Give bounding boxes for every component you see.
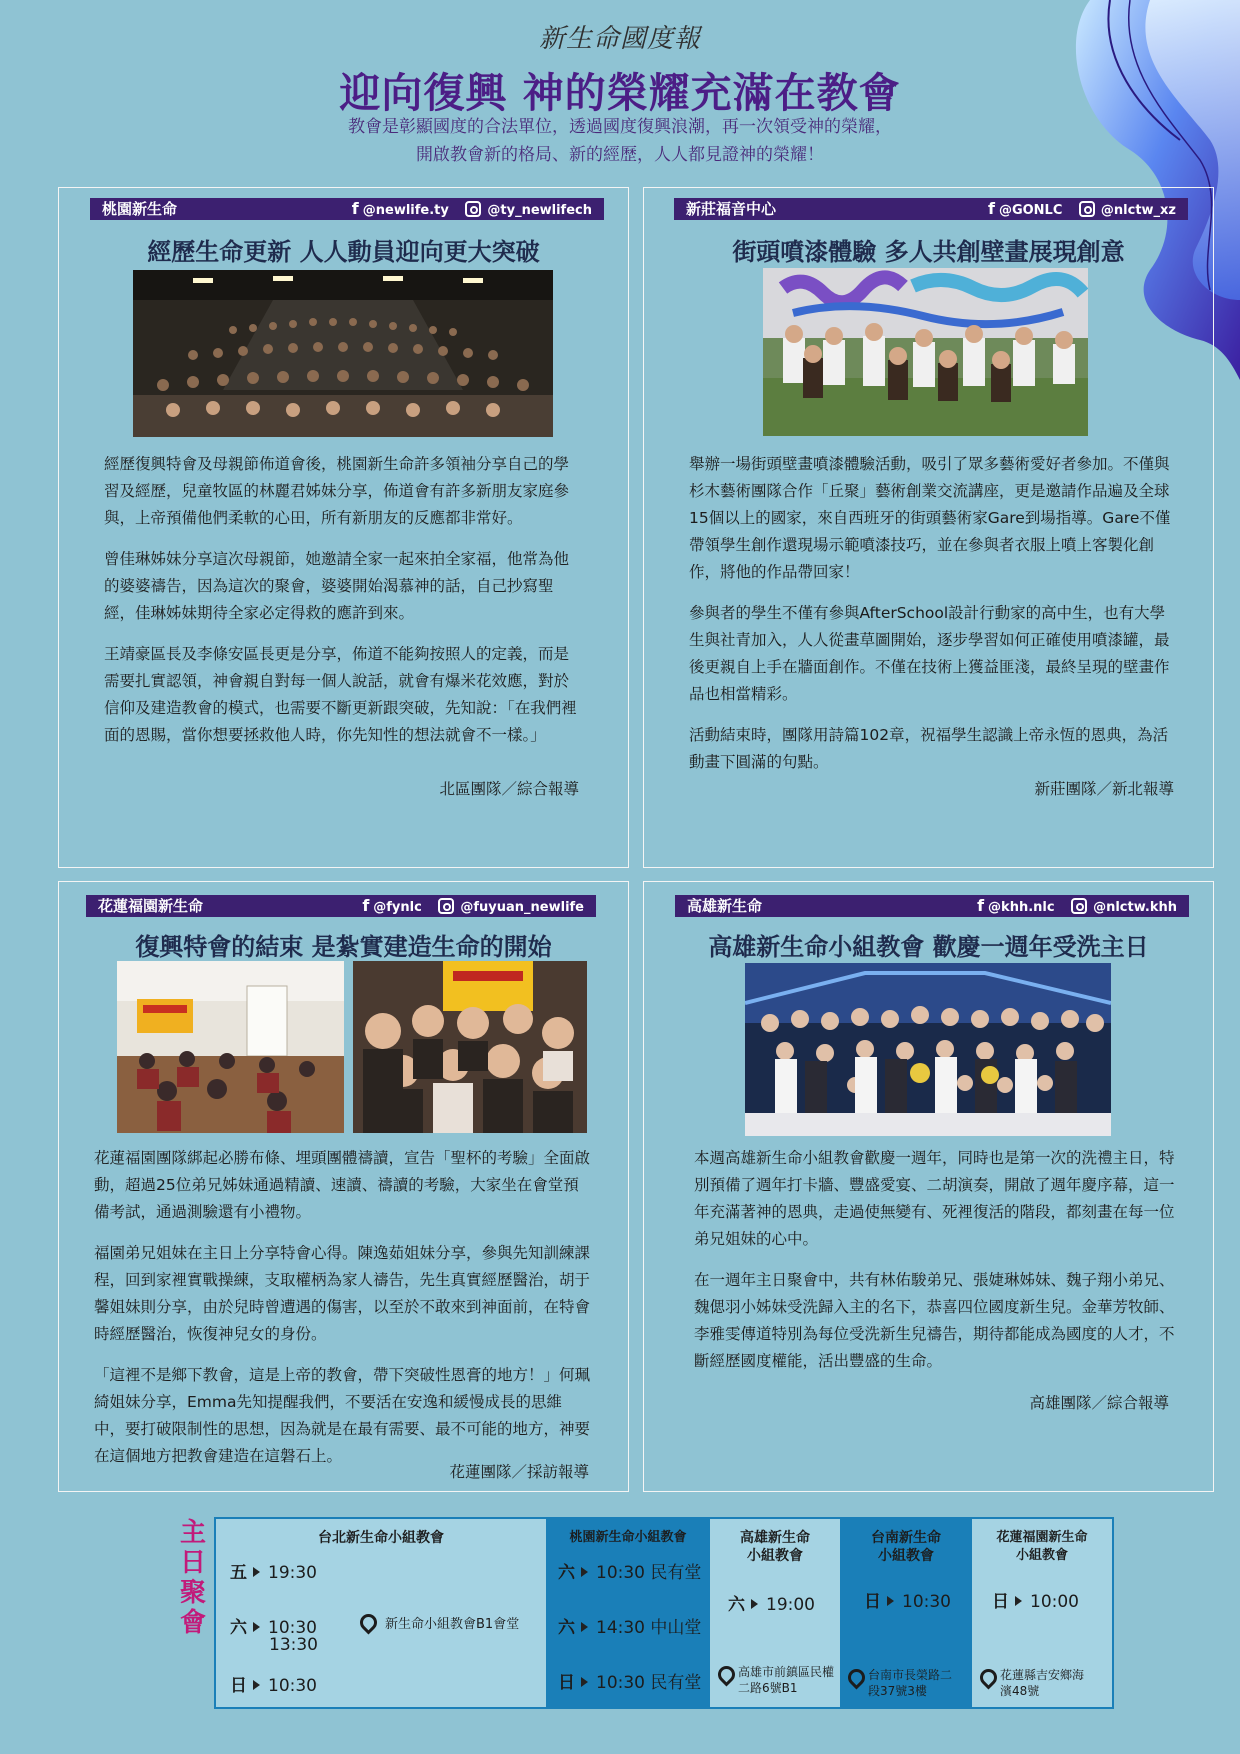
page-headline: 迎向復興 神的榮耀充滿在教會: [339, 69, 901, 117]
article-title: 街頭噴漆體驗 多人共創壁畫展現創意: [732, 238, 1125, 266]
triangle-icon: [253, 1567, 260, 1577]
schedule-row: 六 10:30 民有堂: [558, 1563, 702, 1583]
schedule-row: 六 14:30 中山堂: [558, 1618, 702, 1638]
schedule-taoyuan: [546, 1519, 710, 1707]
schedule-address: 台南市長榮路二 段37號3樓: [868, 1668, 953, 1698]
triangle-icon: [751, 1599, 758, 1609]
church-name: 高雄新生命: [687, 897, 763, 915]
schedule-church-name: 台北新生命小組教會: [318, 1530, 444, 1546]
social-handles: [977, 895, 1177, 919]
facebook-icon: f: [351, 199, 359, 218]
article-credit: 花蓮團隊／採訪報導: [449, 1463, 589, 1481]
church-bar: [675, 895, 1189, 917]
schedule-location: 新生命小組教會B1會堂: [360, 1613, 519, 1632]
schedule-church-name: 桃園新生命小組教會: [569, 1530, 687, 1545]
paragraph: 福園弟兄姐妹在主日上分享特會心得。陳逸茹姐妹分享，參與先知訓練課程，回到家裡實戰操練，支取權柄為家人禱告，先生真實經歷醫治，胡于馨姐妹則分享，由於兒時曾遭遇的傷害，以至於不敢來到神面前，在特會時經歷醫治，恢復神兒女的身份。: [94, 1244, 591, 1343]
facebook-handle: @khh.nlc: [988, 900, 1055, 915]
location-pin-icon: [356, 1610, 380, 1634]
triangle-icon: [253, 1680, 260, 1690]
schedule-church-name: 台南新生命 小組教會: [871, 1530, 941, 1564]
paragraph: 在一週年主日聚會中，共有林佑駿弟兄、張婕琳姊妹、魏子翔小弟兄、魏偲羽小姊妹受洗歸入主的名下，恭喜四位國度新生兒。金華芳牧師、李雅雯傳道特別為每位受洗新生兒禱告，期待都能成為國度的人才，不斷經歷國度權能，活出豐盛的生命。: [694, 1271, 1175, 1370]
location-pin-icon: [714, 1662, 738, 1686]
triangle-icon: [1015, 1596, 1022, 1606]
church-bar: [90, 198, 604, 220]
instagram-handle: @nlctw.khh: [1093, 900, 1177, 915]
paragraph: 花蓮福園團隊綁起必勝布條、埋頭團體禱讀，宣告「聖杯的考驗」全面啟動，超過25位弟兄姊妹通過精讀、速讀、禱讀的考驗，大家坐在會堂預備考試，通過測驗還有小禮物。: [94, 1149, 591, 1221]
instagram-handle: @nlctw_xz: [1100, 203, 1176, 218]
schedule-row: 五 19:30: [230, 1563, 317, 1583]
paragraph: 舉辦一場街頭壁畫噴漆體驗活動，吸引了眾多藝術愛好者參加。不僅與杉木藝術團隊合作「丘聚」藝術創業交流講座，更是邀請作品遍及全球15個以上的國家，來自西班牙的街頭藝術家Gare到場指導。Gare不僅帶領學生創作還現場示範噴漆技巧，並在參與者衣服上噴上客製化創作，將他的作品帶回家！: [689, 455, 1171, 581]
article-body: [94, 1145, 590, 1484]
social-handles: [988, 198, 1176, 222]
triangle-icon: [581, 1677, 588, 1687]
paragraph: 「這裡不是鄉下教會，這是上帝的教會，帶下突破性恩膏的地方！」何珮綺姐妹分享，Emma先知提醒我們，不要活在安逸和緩慢成長的思維中，要打破限制性的思想，因為就是在最有需要、最不可能的地方，神要在這個地方把教會建造在這磐石上。: [94, 1366, 591, 1465]
schedule-row: 日 10:30: [230, 1676, 317, 1696]
intro-line-1: 教會是彰顯國度的合法單位，透過國度復興浪潮，再一次領受神的榮耀，: [348, 117, 892, 137]
photo-baptism-group: [745, 963, 1111, 1136]
article-xinzhuang: [643, 187, 1214, 868]
facebook-handle: @newlife.ty: [362, 203, 449, 218]
schedule-label: 主日聚會: [179, 1518, 206, 1638]
article-title: 復興特會的結束 是紮實建造生命的開始: [135, 933, 552, 961]
schedule-row: 日 10:00: [992, 1592, 1079, 1612]
masthead: 新生命國度報: [538, 24, 701, 54]
schedule-row: 六 19:00: [728, 1595, 815, 1615]
article-body: [104, 451, 584, 763]
instagram-icon: [1079, 201, 1095, 217]
paragraph: 曾佳琳姊妹分享這次母親節，她邀請全家一起來拍全家福，他常為他的婆婆禱告，因為這次的聚會，婆婆開始渴慕神的話，自己抄寫聖經，佳琳姊妹期待全家必定得救的應許到來。: [104, 550, 570, 622]
facebook-icon: f: [977, 896, 985, 915]
schedule-church-name: 高雄新生命 小組教會: [740, 1530, 810, 1564]
paragraph: 活動結束時，團隊用詩篇102章，祝福學生認識上帝永恆的恩典，為活動畫下圓滿的句點。: [689, 726, 1169, 771]
church-bar: [674, 198, 1188, 220]
social-handles: [352, 198, 592, 222]
schedule-time-extra: 13:30: [269, 1635, 318, 1655]
instagram-icon: [438, 898, 454, 914]
schedule-row: 六 10:30: [230, 1618, 317, 1638]
paragraph: 本週高雄新生命小組教會歡慶一週年，同時也是第一次的洗禮主日，特別預備了週年打卡牆、豐盛愛宴、二胡演奏，開啟了週年慶序幕，這一年充滿著神的恩典，走過使無變有、死裡復活的階段，都刻畫在每一位弟兄姐妹的心中。: [694, 1149, 1175, 1248]
article-kaohsiung: [643, 881, 1214, 1492]
article-body: [694, 1145, 1178, 1389]
triangle-icon: [581, 1622, 588, 1632]
facebook-handle: @fynlc: [373, 900, 422, 915]
social-handles: [362, 895, 584, 919]
schedule-taipei: [216, 1519, 546, 1707]
triangle-icon: [581, 1567, 588, 1577]
photo-group-selfie: [353, 961, 587, 1133]
church-name: 新莊福音中心: [686, 200, 777, 218]
church-name: 花蓮福園新生命: [98, 897, 204, 915]
instagram-icon: [1071, 898, 1087, 914]
photo-graffiti-mural-group: [763, 268, 1088, 436]
facebook-icon: f: [362, 896, 370, 915]
facebook-handle: @GONLC: [998, 203, 1063, 218]
article-hualien: [58, 881, 629, 1492]
location-pin-icon: [844, 1665, 868, 1689]
schedule-church-name: 花蓮福園新生命 小組教會: [996, 1530, 1088, 1563]
article-credit: 新莊團隊／新北報導: [1034, 780, 1174, 798]
facebook-icon: f: [987, 199, 995, 218]
schedule-address: 高雄市前鎮區民權 二路6號B1: [738, 1665, 835, 1695]
instagram-icon: [465, 201, 481, 217]
schedule-address: 花蓮縣吉安鄉海 濱48號: [1000, 1668, 1085, 1698]
intro-line-2: 開啟教會新的格局、新的經歷，人人都見證神的榮耀！: [416, 145, 824, 165]
service-schedule: [214, 1517, 1114, 1709]
article-credit: 北區團隊／綜合報導: [439, 780, 579, 798]
paragraph: 參與者的學生不僅有參與AfterSchool設計行動家的高中生，也有大學生與社青加入，人人從畫草圖開始，逐步學習如何正確使用噴漆罐，最後更親自上手在牆面創作。不僅在技術上獲益匪淺，最終呈現的壁畫作品也相當精彩。: [689, 604, 1170, 703]
photo-exam-hall: [117, 961, 344, 1133]
paragraph: 王靖豪區長及李條安區長更是分享，佈道不能夠按照人的定義，而是需要扎實認領，神會親自對每一個人說話，就會有爆米花效應，對於信仰及建造教會的模式，也需要不斷更新跟突破，先知說：「在我們裡面的恩賜，當你想要拯救他人時，你先知性的想法就會不一樣。」: [104, 645, 577, 744]
article-credit: 高雄團隊／綜合報導: [1029, 1394, 1169, 1412]
instagram-handle: @fuyuan_newlife: [460, 900, 584, 915]
schedule-hualien: [972, 1519, 1112, 1707]
triangle-icon: [887, 1596, 894, 1606]
church-bar: [86, 895, 596, 917]
location-pin-icon: [976, 1665, 1000, 1689]
article-title: 高雄新生命小組教會 歡慶一週年受洗主日: [708, 933, 1149, 961]
paragraph: 經歷復興特會及母親節佈道會後，桃園新生命許多領袖分享自己的學習及經歷，兒童牧區的林麗君姊妹分享，佈道會有許多新朋友家庭參與，上帝預備他們柔軟的心田，所有新朋友的反應都非常好。: [104, 455, 570, 527]
schedule-row: 日 10:30: [864, 1592, 951, 1612]
triangle-icon: [253, 1622, 260, 1632]
instagram-handle: @ty_newlifech: [487, 203, 592, 218]
article-title: 經歷生命更新 人人動員迎向更大突破: [147, 238, 540, 266]
photo-auditorium-crowd: [133, 270, 553, 437]
schedule-row: 日 10:30 民有堂: [558, 1673, 702, 1693]
article-body: [689, 451, 1175, 790]
schedule-kaohsiung: [710, 1519, 840, 1707]
schedule-tainan: [840, 1519, 972, 1707]
church-name: 桃園新生命: [102, 200, 178, 218]
article-taoyuan: [58, 187, 629, 868]
